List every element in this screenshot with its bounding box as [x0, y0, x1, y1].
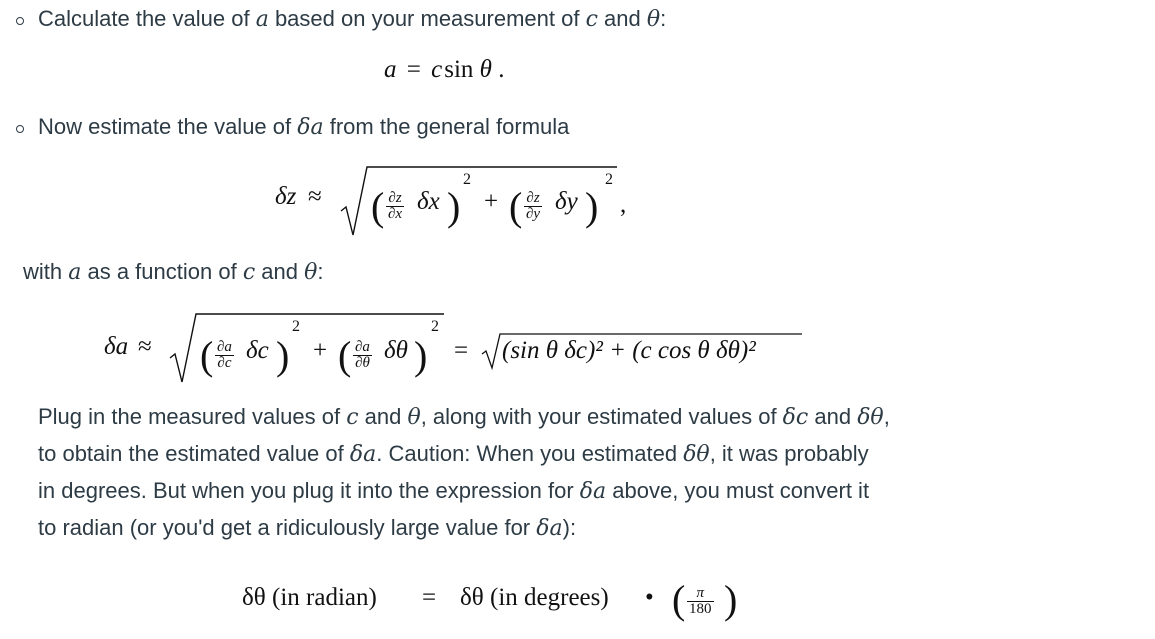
- paragraph-line-4: [38, 510, 1038, 547]
- eq-lhs: δθ (in radian): [242, 584, 377, 611]
- paren-open: (: [200, 333, 214, 378]
- eq-exponent: 2: [431, 318, 439, 335]
- frac-num: ∂z: [524, 191, 542, 207]
- frac-num: ∂z: [386, 191, 404, 207]
- paren-close: ): [414, 333, 428, 378]
- math-var-theta: θ: [646, 7, 661, 32]
- fraction-da-dtheta: [353, 340, 372, 371]
- math-delta-a: δa: [579, 479, 607, 504]
- math-var-c: c: [242, 260, 256, 285]
- frac-den: ∂y: [526, 206, 541, 222]
- eq-exponent: 2: [605, 171, 613, 188]
- text-span: ):: [562, 515, 577, 540]
- bullet-text-estimate: [38, 109, 569, 146]
- eq-plus: +: [484, 188, 499, 215]
- text-span: ,: [883, 404, 890, 429]
- eq-equals: =: [406, 56, 421, 83]
- equation-general-formula: [275, 165, 635, 240]
- math-var-theta: θ: [304, 260, 318, 285]
- eq-delta-y: δy: [555, 188, 578, 215]
- frac-den: ∂x: [388, 206, 403, 222]
- math-delta-theta: δθ: [857, 405, 884, 430]
- math-var-theta: θ: [407, 405, 421, 430]
- eq-exponent: 2: [292, 318, 300, 335]
- eq-approx: ≈: [138, 333, 152, 360]
- text-span: Now estimate the value of: [38, 114, 298, 139]
- text-span: as a function of: [81, 259, 243, 284]
- frac-num: ∂a: [217, 339, 232, 355]
- text-span: Calculate the value of: [38, 6, 256, 31]
- eq-equals: =: [454, 337, 469, 364]
- frac-num: π: [687, 586, 714, 602]
- text-span: , along with your estimated values of: [420, 404, 783, 429]
- paragraph-line-2: [38, 436, 1038, 473]
- eq-comma: ,: [620, 191, 627, 218]
- eq-lhs: δa: [104, 333, 129, 360]
- fraction-dz-dy: [524, 191, 542, 222]
- frac-den: 180: [689, 601, 712, 617]
- math-delta-a: δa: [536, 516, 563, 541]
- fraction-da-dc: [215, 340, 234, 371]
- text-span: to obtain the estimated value of: [38, 441, 350, 466]
- eq-delta-theta: δθ: [384, 337, 408, 364]
- bullet-marker: [16, 17, 24, 25]
- fraction-pi-180: [687, 586, 714, 617]
- math-delta-theta: δθ: [683, 442, 710, 467]
- eq-delta-x: δx: [417, 188, 440, 215]
- fraction-dz-dx: [386, 191, 404, 222]
- text-span: and: [358, 404, 408, 429]
- paren-open: (: [338, 333, 352, 378]
- instruction-paragraph: [38, 399, 1038, 547]
- text-span: and: [597, 6, 647, 31]
- with-line-text: [23, 254, 323, 291]
- eq-var-c: c: [431, 56, 443, 83]
- eq-exponent: 2: [463, 171, 471, 188]
- text-span: to radian (or you'd get a ridiculously large value for: [38, 515, 537, 540]
- eq-equals: =: [422, 584, 437, 611]
- paragraph-line-3: [38, 473, 1038, 510]
- paren-close: ): [447, 184, 461, 229]
- text-span: :: [317, 259, 324, 284]
- paren-open: (: [509, 184, 523, 229]
- equation-radian-conversion: [242, 576, 762, 632]
- paren-close: ): [724, 577, 738, 622]
- math-var-c: c: [585, 7, 598, 32]
- text-span: Plug in the measured values of: [38, 404, 347, 429]
- text-span: and: [255, 259, 305, 284]
- eq-rhs-expression: (sin θ δc)² + (c cos θ δθ)²: [502, 337, 756, 364]
- eq-var-theta: θ: [479, 56, 492, 83]
- frac-num: ∂a: [355, 339, 370, 355]
- math-var-a: a: [68, 260, 82, 285]
- paren-open: (: [371, 184, 385, 229]
- frac-den: ∂θ: [355, 355, 370, 371]
- eq-sin: sin: [444, 56, 474, 83]
- paragraph-line-1: [38, 399, 1038, 436]
- paren-close: ): [276, 333, 290, 378]
- text-span: and: [808, 404, 858, 429]
- eq-rhs: δθ (in degrees): [460, 584, 609, 611]
- bullet-text-calculate: [38, 1, 666, 38]
- frac-den: ∂c: [217, 355, 232, 371]
- equation-a-csin: [384, 56, 504, 84]
- math-var-a: a: [255, 7, 269, 32]
- eq-lhs: a: [384, 56, 397, 83]
- eq-approx: ≈: [308, 183, 322, 210]
- math-delta-c: δc: [782, 405, 809, 430]
- text-span: :: [660, 6, 667, 31]
- eq-bullet-dot: •: [645, 584, 654, 611]
- eq-lhs: δz: [275, 183, 297, 210]
- text-span: from the general formula: [323, 114, 570, 139]
- text-span: with: [23, 259, 69, 284]
- text-span: based on your measurement of: [268, 6, 586, 31]
- text-span: in degrees. But when you plug it into the expression for: [38, 478, 580, 503]
- bullet-marker: [16, 125, 24, 133]
- paren-close: ): [585, 184, 599, 229]
- math-var-c: c: [346, 405, 359, 430]
- eq-plus: +: [313, 337, 328, 364]
- eq-delta-c: δc: [246, 337, 269, 364]
- paren-open: (: [672, 577, 686, 622]
- equation-delta-a: [104, 310, 814, 385]
- math-delta-a: δa: [349, 442, 377, 467]
- text-span: above, you must convert it: [606, 478, 870, 503]
- text-span: . Caution: When you estimated: [376, 441, 684, 466]
- text-span: , it was probably: [709, 441, 869, 466]
- math-delta-a: δa: [297, 115, 324, 140]
- eq-period: .: [498, 56, 505, 83]
